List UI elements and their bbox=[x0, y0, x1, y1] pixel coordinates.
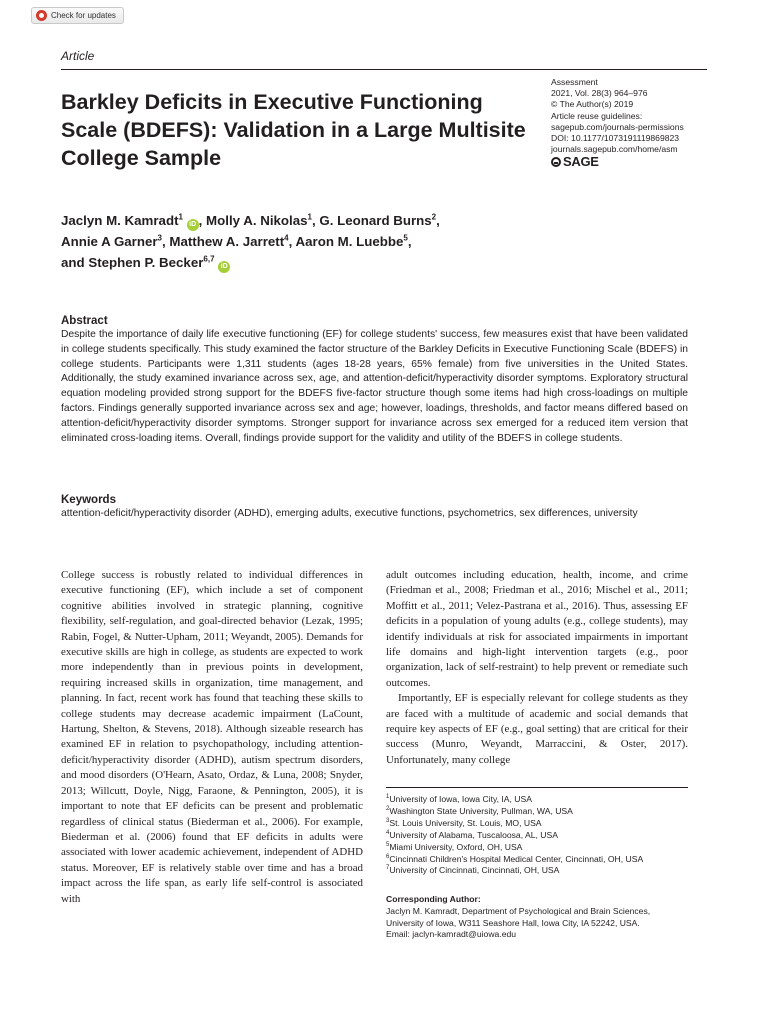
affiliation-number: 3 bbox=[386, 817, 390, 824]
keywords-text: attention-deficit/hyperactivity disorder (ADHD), emerging adults, executive functions, psychometrics, sex differences, university bbox=[61, 508, 638, 519]
author-name bbox=[296, 234, 412, 249]
corresponding-author-label: Corresponding Author: bbox=[386, 894, 481, 904]
affiliation-text: University of Alabama, Tuscaloosa, AL, USA bbox=[389, 829, 558, 840]
author-name bbox=[61, 234, 169, 249]
copyright-line: © The Author(s) 2019 bbox=[551, 99, 634, 110]
affiliation-text: Miami University, Oxford, OH, USA bbox=[389, 841, 523, 852]
affiliation-text: St. Louis University, St. Louis, MO, USA bbox=[389, 817, 542, 828]
journal-name: Assessment bbox=[551, 77, 598, 87]
body-paragraph: College success is robustly related to individual differences in executive functioning (EF), which include a set of component cognitive abilities involved in strategic planning, cognitive flexibility, self-regulation, and goal-directed behavior (Lezak, 1995; Rabin, Fogel, & Nutter-Upham, 2011; Weyandt, 2005). Demands for executive skills are high in college, as students are expected to work more independently than in previous points in development, requiring increased skills in organization, time management, and planning. In fact, recent work has found that teaching these skills to college students may decrease academic impairment (LaCount, Hartung, Shelton, & Stevens, 2018). Although sizeable research has examined EF in relation to psychopathology, including attention-deficit/hyperactivity disorder (ADHD), autism spectrum disorders, and mood disorders (O'Hearn, Asato, Ordaz, & Luna, 2008; Snyder, 2013; Willcutt, Doyle, Nigg, Faraone, & Pennington, 2005), it is important to note that EF deficits can be present and problematic regardless of clinical status (Biederman et al., 2006). For example, Biederman et al. (2006) found that EF deficits in adults were associated with lower academic achievement, independent of ADHD status. Moreover, EF is relatively stable over time and has a broad impact across the life span, as early life self-control is associated with bbox=[61, 569, 363, 905]
affiliation-list bbox=[386, 794, 643, 877]
affiliation-text: University of Cincinnati, Cincinnati, OH, USA bbox=[389, 865, 560, 876]
author-separator: , bbox=[198, 213, 207, 228]
footnote-rule bbox=[386, 787, 688, 788]
author-separator: , bbox=[436, 213, 440, 228]
author-name-text: Aaron M. Luebbe bbox=[295, 234, 404, 249]
journal-homepage-link[interactable]: journals.sagepub.com/home/asm bbox=[551, 144, 678, 155]
orcid-icon[interactable]: iD bbox=[218, 261, 230, 273]
author-affiliation-marker: 3 bbox=[157, 233, 162, 243]
sage-logo-icon bbox=[551, 157, 561, 167]
corresponding-author bbox=[386, 894, 688, 941]
sage-logo bbox=[551, 154, 684, 170]
author-separator: , bbox=[288, 234, 296, 249]
header-rule bbox=[61, 69, 707, 70]
author-name-text: Jaclyn M. Kamradt bbox=[61, 213, 179, 228]
abstract-heading: Abstract bbox=[61, 315, 108, 327]
author-name bbox=[169, 234, 295, 249]
author-affiliation-marker: 6,7 bbox=[203, 254, 215, 264]
author-name bbox=[319, 213, 439, 228]
corresponding-author-address: Jaclyn M. Kamradt, Department of Psychological and Brain Sciences, University of Iowa, W311 Seashore Hall, Iowa City, IA 52242, USA. bbox=[386, 905, 651, 928]
author-affiliation-marker: 1 bbox=[178, 212, 183, 222]
author-name-text: G. Leonard Burns bbox=[319, 213, 432, 228]
affiliation-text: University of Iowa, Iowa City, IA, USA bbox=[389, 794, 532, 804]
author-name bbox=[61, 213, 206, 228]
affiliation-item bbox=[386, 818, 643, 830]
affiliation-number: 1 bbox=[386, 794, 390, 801]
permissions-link[interactable]: sagepub.com/journals-permissions bbox=[551, 121, 684, 132]
corresponding-author-email[interactable]: Email: jaclyn-kamradt@uiowa.edu bbox=[386, 929, 517, 940]
author-separator: , bbox=[311, 213, 320, 228]
author-name-text: and Stephen P. Becker bbox=[61, 255, 204, 270]
affiliation-item bbox=[386, 854, 643, 866]
author-affiliation-marker: 1 bbox=[307, 212, 312, 222]
author-name-text: Matthew A. Jarrett bbox=[169, 234, 285, 249]
orcid-icon[interactable]: iD bbox=[187, 219, 199, 231]
article-type-label: Article bbox=[61, 49, 95, 63]
author-separator: , bbox=[407, 234, 412, 249]
author-separator: , bbox=[162, 234, 170, 249]
journal-info bbox=[551, 77, 684, 168]
body-column-right bbox=[386, 568, 688, 768]
affiliation-number: 6 bbox=[386, 853, 390, 860]
author-affiliation-marker: 4 bbox=[284, 233, 289, 243]
affiliation-item bbox=[386, 806, 643, 818]
check-for-updates-button[interactable] bbox=[31, 7, 124, 24]
reuse-guidelines-label: Article reuse guidelines: bbox=[551, 110, 643, 121]
journal-volume: 2021, Vol. 28(3) 964–976 bbox=[551, 88, 648, 99]
abstract-text: Despite the importance of daily life executive functioning (EF) for college students' success, few measures exist that have been validated in college students specifically. This study examined the factor structure of the Barkley Deficits in Executive Functioning Scale (BDEFS) in college students. Participants were 1,311 students (ages 18-28 years, 65% female) from five universities in the United States. Additionally, the study examined invariance across sex, age, and attention-deficit/hyperactivity disorder symptoms. Exploratory structural equation modeling provided strong support for the BDEFS five-factor structure though some items had high cross-loadings on multiple factors. Findings generally supported invariance across sex and age; however, loadings, thresholds, and factor means differed based on attention-deficit/hyperactivity disorder symptoms. Stronger support for invariance across sex emerged for a reduced item version that eliminated cross-loading items. Overall, findings provide support for the validity and utility of the BDEFS in college students. bbox=[61, 329, 688, 444]
author-name-text: Annie A Garner bbox=[61, 234, 158, 249]
author-name bbox=[61, 255, 230, 270]
author-affiliation-marker: 5 bbox=[403, 233, 408, 243]
author-name bbox=[206, 213, 319, 228]
abstract-section bbox=[61, 315, 688, 446]
affiliation-number: 5 bbox=[386, 841, 390, 848]
affiliation-number: 4 bbox=[386, 829, 390, 836]
affiliation-item bbox=[386, 865, 643, 877]
body-paragraph: Importantly, EF is especially relevant for college students as they are faced with a multitude of academic and social demands that require key aspects of EF (e.g., goal setting) that are critical for their success (Munro, Weyandt, Marraccini, & Oster, 2017). Unfortunately, many college bbox=[386, 692, 688, 766]
crossmark-icon bbox=[36, 10, 47, 21]
body-paragraph: adult outcomes including education, health, income, and crime (Friedman et al., 2008; Friedman et al., 2016; Mischel et al., 2011; Moffitt et al., 2011; Velez-Pastrana et al., 2016). Thus, assessing EF deficits in a population of young adults (e.g., college students), may identify individuals at risk for associated impairments in important life domains and high-light intervention targets (e.g., poor organization, lack of self-restraint) to help prevent or remediate such outcomes. bbox=[386, 569, 688, 689]
affiliation-text: Cincinnati Children's Hospital Medical Center, Cincinnati, OH, USA bbox=[389, 853, 644, 864]
check-for-updates-label: Check for updates bbox=[51, 11, 116, 20]
sage-logo-text: SAGE bbox=[563, 154, 599, 170]
body-column-left bbox=[61, 568, 363, 907]
affiliation-number: 2 bbox=[386, 806, 390, 813]
doi-link[interactable]: DOI: 10.1177/1073191119869823 bbox=[551, 133, 680, 144]
affiliation-item bbox=[386, 794, 643, 806]
affiliation-text: Washington State University, Pullman, WA, USA bbox=[389, 805, 573, 816]
author-list bbox=[61, 210, 531, 273]
author-name-text: Molly A. Nikolas bbox=[206, 213, 308, 228]
affiliation-item bbox=[386, 842, 643, 854]
paper-title: Barkley Deficits in Executive Functioning Scale (BDEFS): Validation in a Large Multisite College Sample bbox=[61, 90, 526, 170]
affiliation-item bbox=[386, 830, 643, 842]
keywords-section bbox=[61, 494, 688, 522]
affiliation-number: 7 bbox=[386, 865, 390, 872]
author-affiliation-marker: 2 bbox=[431, 212, 437, 222]
keywords-heading: Keywords bbox=[61, 494, 116, 506]
